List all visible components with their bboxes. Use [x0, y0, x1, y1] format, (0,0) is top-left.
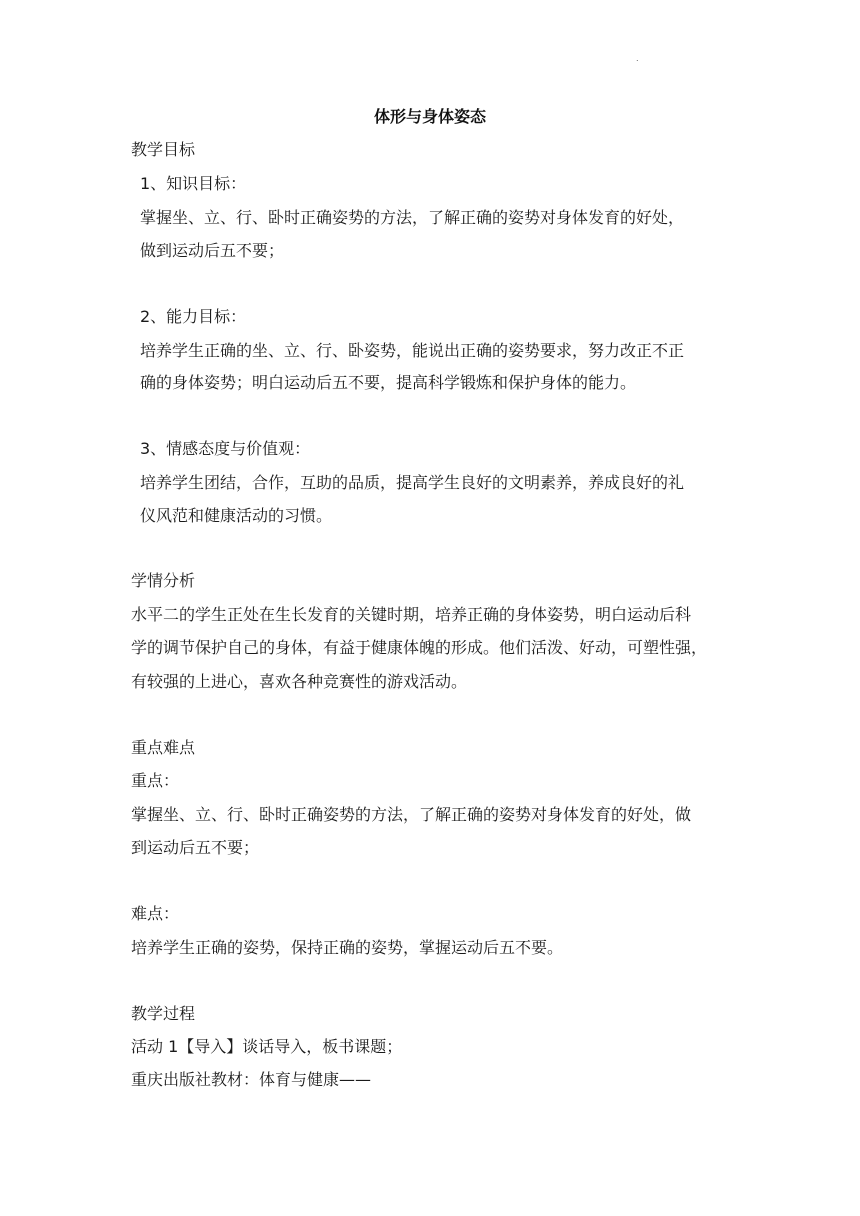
difficulty-line: 培养学生正确的姿势，保持正确的姿势，掌握运动后五不要。 [131, 938, 564, 957]
objectives-heading: 教学目标 [131, 140, 196, 159]
emotion-objective-line: 培养学生团结，合作，互助的品质，提高学生良好的文明素养，养成良好的礼 [140, 473, 685, 492]
ability-objective-line: 培养学生正确的坐、立、行、卧姿势，能说出正确的姿势要求，努力改正不正 [140, 341, 685, 360]
process-heading: 教学过程 [131, 1004, 196, 1023]
analysis-line: 有较强的上进心，喜欢各种竞赛性的游戏活动。 [131, 672, 468, 691]
process-line: 活动 1【导入】谈话导入，板书课题； [131, 1037, 403, 1056]
knowledge-objective-line: 做到运动后五不要； [140, 241, 285, 260]
difficulty-label: 难点： [131, 904, 180, 923]
focus-line: 到运动后五不要； [131, 838, 260, 857]
header-dot: . [636, 54, 639, 63]
focus-label: 重点： [131, 771, 180, 790]
emotion-objective-label: 3、情感态度与价值观： [140, 439, 311, 458]
analysis-line: 水平二的学生正处在生长发育的关键时期，培养正确的身体姿势，明白运动后科 [131, 605, 692, 624]
emotion-objective-line: 仪风范和健康活动的习惯。 [140, 506, 333, 525]
process-line: 重庆出版社教材：体育与健康—— [131, 1070, 372, 1089]
knowledge-objective-line: 掌握坐、立、行、卧时正确姿势的方法，了解正确的姿势对身体发育的好处， [140, 208, 685, 227]
analysis-line: 学的调节保护自己的身体，有益于健康体魄的形成。他们活泼、好动，可塑性强， [131, 638, 708, 657]
key-points-heading: 重点难点 [131, 738, 196, 757]
knowledge-objective-label: 1、知识目标： [140, 174, 247, 193]
focus-line: 掌握坐、立、行、卧时正确姿势的方法，了解正确的姿势对身体发育的好处，做 [131, 805, 692, 824]
document-title: 体形与身体姿态 [373, 107, 486, 126]
analysis-heading: 学情分析 [131, 571, 196, 590]
ability-objective-line: 确的身体姿势；明白运动后五不要，提高科学锻炼和保护身体的能力。 [140, 373, 637, 392]
ability-objective-label: 2、能力目标： [140, 307, 247, 326]
